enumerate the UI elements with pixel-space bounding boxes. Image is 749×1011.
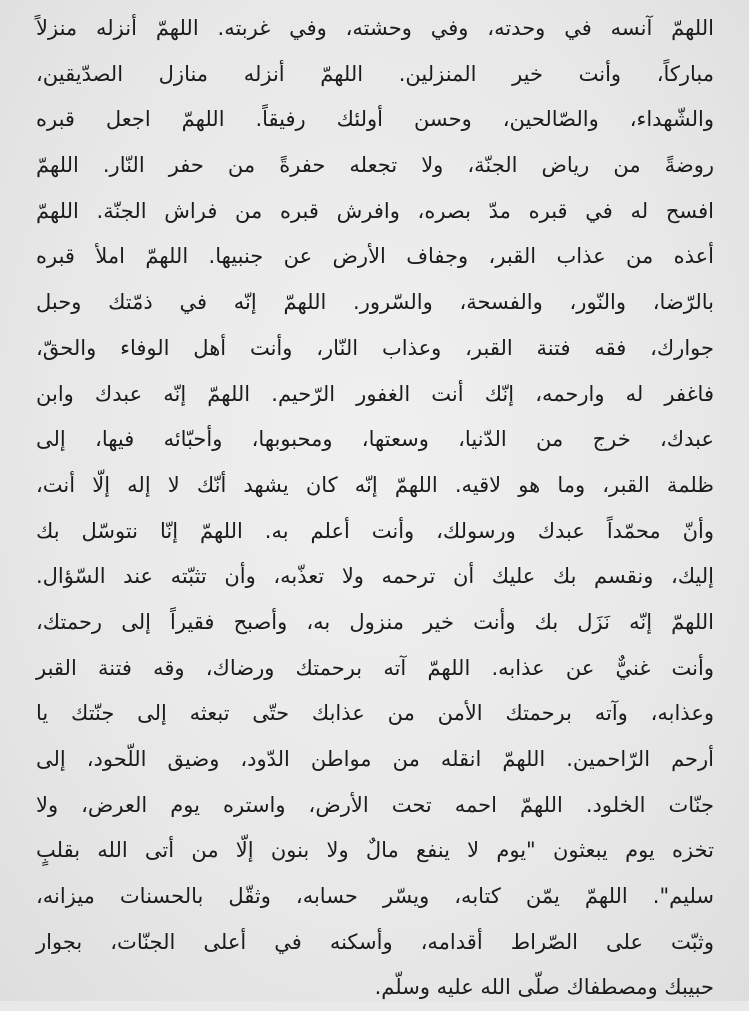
text-line-8: جوارك، فقه فتنة القبر، وعذاب النّار، وأنت أهل الوفاء والحقّ، <box>36 335 714 360</box>
text-line-10: عبدك، خرج من الدّنيا، وسعتها، ومحبوبها، وأحبّائه فيها، إلى <box>36 427 714 452</box>
text-line-3: والشّهداء، والصّالحين، وحسن أولئك رفيقاً. اللهمّ اجعل قبره <box>36 107 714 132</box>
text-line-22: حبيبك ومصطفاك صلّى الله عليه وسلّم. <box>374 975 714 1000</box>
text-line-5: افسح له في قبره مدّ بصره، وافرش قبره من فراش الجنّة. اللهمّ <box>36 198 714 223</box>
text-line-7: بالرّضا، والنّور، والفسحة، والسّرور. اللهمّ إنّه في ذمّتك وحبل <box>36 290 714 315</box>
dua-text-block <box>36 6 714 1011</box>
text-line-17: أرحم الرّاحمين. اللهمّ انقله من مواطن الدّود، وضيق اللّحود، إلى <box>36 747 714 771</box>
text-line-9: فاغفر له وارحمه، إنّك أنت الغفور الرّحيم. اللهمّ إنّه عبدك وابن <box>36 381 714 406</box>
text-line-6: أعذه من عذاب القبر، وجفاف الأرض عن جنبيها. اللهمّ املأ قبره <box>36 244 714 269</box>
text-line-2: مباركاً، وأنت خير المنزلين. اللهمّ أنزله منازل الصدّيقين، <box>36 61 714 86</box>
text-line-13: إليك، ونقسم بك عليك أن ترحمه ولا تعذّبه، وأن تثبّته عند السّؤال. <box>36 564 714 589</box>
text-line-14: اللهمّ إنّه نَزَل بك وأنت خير منزول به، وأصبح فقيراً إلى رحمتك، <box>36 609 714 634</box>
text-line-12: وأنّ محمّداً عبدك ورسولك، وأنت أعلم به. اللهمّ إنّا نتوسّل بك <box>36 518 714 543</box>
text-line-15: وأنت غنيٌّ عن عذابه. اللهمّ آته برحمتك ورضاك، وقه فتنة القبر <box>36 655 714 680</box>
text-line-19: تخزه يوم يبعثون "يوم لا ينفع مالٌ ولا بنون إلّا من أتى الله بقلبٍ <box>36 838 714 863</box>
text-line-21: وثبّت على الصّراط أقدامه، وأسكنه في أعلى الجنّات، بجوار <box>36 929 714 954</box>
text-line-16: وعذابه، وآته برحمتك الأمن من عذابك حتّى تبعثه إلى جنّتك يا <box>36 701 714 726</box>
text-line-18: جنّات الخلود. اللهمّ احمه تحت الأرض، واستره يوم العرض، ولا <box>36 792 714 817</box>
text-line-4: روضةً من رياض الجنّة، ولا تجعله حفرةً من حفر النّار. اللهمّ <box>36 153 714 178</box>
text-line-11: ظلمة القبر، وما هو لاقيه. اللهمّ إنّه كان يشهد أنّك لا إله إلّا أنت، <box>36 472 714 497</box>
text-line-20: سليم". اللهمّ يمّن كتابه، ويسّر حسابه، وثقّل بالحسنات ميزانه، <box>36 884 714 909</box>
text-line-1: اللهمّ آنسه في وحدته، وفي وحشته، وفي غربته. اللهمّ أنزله منزلاً <box>36 16 714 40</box>
